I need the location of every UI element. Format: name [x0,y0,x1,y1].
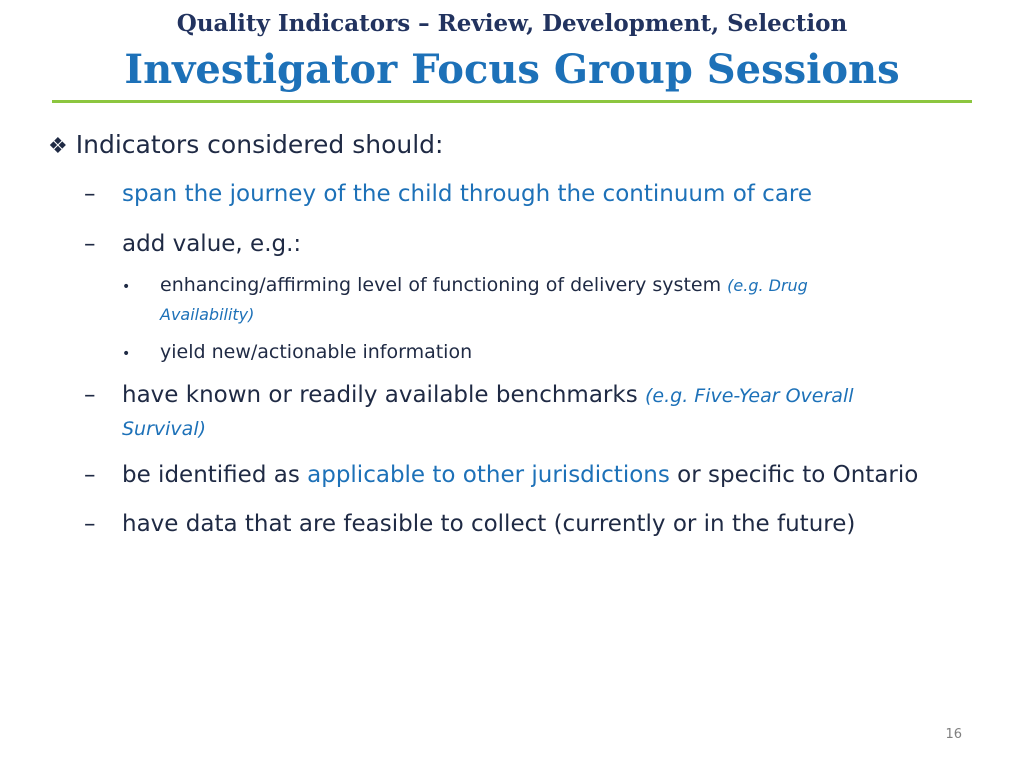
dash-bullet-icon: – [84,181,96,207]
main-bullet [48,130,443,159]
slide-title: Investigator Focus Group Sessions [124,46,900,93]
sub-item-yield [122,341,472,363]
page-number: 16 [945,727,962,742]
list-item-text: span the journey of the child through the continuum of care [122,181,813,207]
list-item-example-continued: Survival) [122,418,207,440]
list-item-text-tail: or specific to Ontario [677,462,919,488]
dot-bullet-icon: • [122,279,131,295]
main-bullet-text: Indicators considered should: [75,130,444,159]
dash-bullet-icon: – [84,511,96,537]
list-item-text: have known or readily available benchmarks [122,382,638,408]
list-item-text: add value, e.g.: [122,231,302,257]
list-item-text: have data that are feasible to collect (currently or in the future) [122,511,856,537]
list-item-span [84,181,812,207]
list-item-highlight: applicable to other jurisdictions [307,462,670,488]
list-item-feasible [84,511,855,537]
sub-item-example-continued: Availability) [160,305,255,324]
sub-item-enhancing [122,274,808,296]
list-item-identified [84,462,918,488]
title-divider [52,100,972,103]
sub-item-text: enhancing/affirming level of functioning of delivery system [160,274,722,296]
list-item-benchmarks [84,382,854,408]
diamond-bullet-icon: ❖ [48,134,68,159]
list-item-text: be identified as [122,462,300,488]
dot-bullet-icon: • [122,346,131,362]
dash-bullet-icon: – [84,462,96,488]
sub-item-text: yield new/actionable information [160,341,473,363]
sub-item-example: (e.g. Drug [727,276,808,295]
dash-bullet-icon: – [84,382,96,408]
list-item-example: (e.g. Five-Year Overall [645,385,854,407]
dash-bullet-icon: – [84,231,96,257]
slide-subtitle: Quality Indicators – Review, Development, Selection [176,10,848,37]
list-item-add-value [84,231,301,257]
